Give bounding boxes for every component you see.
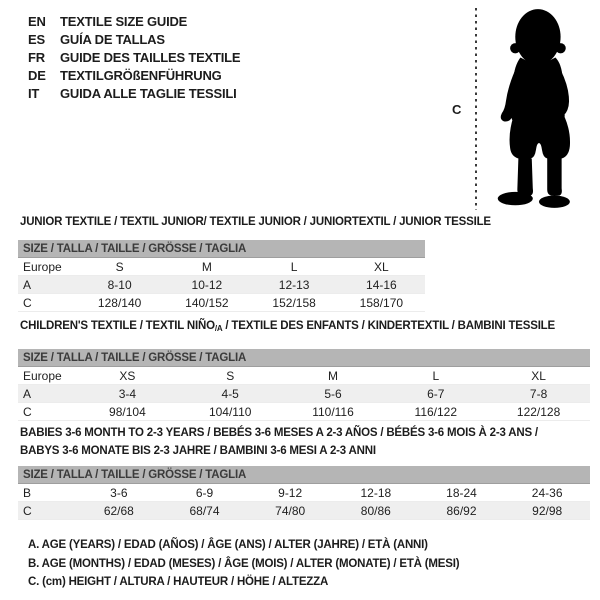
cell: 3-4: [118, 386, 137, 401]
babies-title-line2: BABYS 3-6 MONATE BIS 2-3 JAHRE / BAMBINI 3-6 MESI A 2-3 ANNI: [20, 445, 376, 457]
babies-title-line1: BABIES 3-6 MONTH TO 2-3 YEARS / BEBÉS 3-6 MESES A 2-3 AÑOS / BÉBÉS 3-6 MOIS À 2-3 ANS /: [20, 427, 538, 439]
column-header: Europe: [23, 368, 62, 383]
column-header: S: [115, 259, 124, 274]
cell: 110/116: [312, 404, 354, 419]
size-header-text: SIZE / TALLA / TAILLE / GRÖSSE / TAGLIA: [23, 351, 247, 364]
legend-line-b: B. AGE (MONTHS) / EDAD (MESES) / ÂGE (MOIS) / ALTER (MONATE) / ETÀ (MESI): [28, 557, 460, 570]
cell: 86/92: [446, 503, 477, 518]
cell: 24-36: [531, 485, 563, 500]
cell: 122/128: [516, 404, 561, 419]
column-header: XL: [374, 259, 389, 274]
row-label: C: [23, 404, 32, 419]
cell: 8-10: [107, 277, 132, 292]
lang-code: ES: [28, 31, 45, 47]
cell: 9-12: [278, 485, 303, 500]
column-header: L: [432, 368, 440, 383]
cell: 14-16: [366, 277, 397, 292]
lang-text: GUIDE DES TAILLES TEXTILE: [60, 49, 241, 65]
table-row: [18, 367, 590, 385]
cell: 5-6: [324, 386, 342, 401]
lang-code: EN: [28, 13, 46, 29]
cell: 10-12: [191, 277, 223, 292]
cell: 152/158: [272, 295, 316, 310]
cell: 4-5: [221, 386, 239, 401]
column-header: XS: [119, 368, 136, 383]
size-header-bar: [18, 240, 425, 258]
table-row: [18, 385, 590, 403]
measurement-legend: [28, 536, 459, 592]
babies-section-title: [20, 424, 538, 460]
cell: 74/80: [275, 503, 306, 518]
cell: 158/170: [359, 295, 404, 310]
baby-silhouette-icon: [483, 6, 597, 212]
cell: 7-8: [529, 386, 548, 401]
row-label: A: [23, 277, 32, 292]
table-row: [18, 403, 590, 421]
language-header: [28, 12, 240, 102]
table-row: [18, 502, 590, 520]
size-header-bar: [18, 466, 590, 484]
children-title-subscript: /A: [214, 324, 223, 333]
table-row: [18, 484, 590, 502]
lang-row-en: [28, 12, 240, 30]
junior-section-title: JUNIOR TEXTILE / TEXTIL JUNIOR/ TEXTILE JUNIOR / JUNIORTEXTIL / JUNIOR TESSILE: [20, 216, 491, 228]
cell: 68/74: [189, 503, 220, 518]
row-label: A: [23, 386, 32, 401]
size-header-text: SIZE / TALLA / TAILLE / GRÖSSE / TAGLIA: [23, 468, 247, 481]
cell: 6-9: [195, 485, 214, 500]
cell: 104/110: [208, 404, 252, 419]
cell: 6-7: [427, 386, 445, 401]
lang-text: TEXTILGRÖßENFÜHRUNG: [60, 67, 222, 83]
row-label: C: [23, 503, 32, 518]
children-size-table: [18, 349, 590, 421]
table-row: [18, 258, 425, 276]
cell: 3-6: [110, 485, 128, 500]
junior-size-table: [18, 240, 425, 312]
table-row: [18, 294, 425, 312]
column-header: Europe: [23, 259, 62, 274]
legend-line-a: A. AGE (YEARS) / EDAD (AÑOS) / ÂGE (ANS) / ALTER (JAHRE) / ETÀ (ANNI): [28, 539, 428, 551]
lang-code: DE: [28, 67, 46, 83]
lang-code: FR: [28, 49, 45, 65]
children-title-part: / TEXTILE DES ENFANTS / KINDERTEXTIL / BAMBINI TESSILE: [222, 320, 555, 332]
cell: 80/86: [360, 503, 391, 518]
lang-row-it: [28, 84, 240, 102]
children-section-title: [20, 317, 555, 338]
cell: 62/68: [103, 503, 134, 518]
children-title-part: CHILDREN'S TEXTILE / TEXTIL NIÑO: [20, 320, 215, 332]
cell: 98/104: [109, 404, 146, 419]
row-label: C: [23, 295, 32, 310]
cell: 92/98: [532, 503, 563, 518]
lang-code: IT: [28, 85, 40, 101]
cell: 12-13: [278, 277, 310, 292]
lang-text: TEXTILE SIZE GUIDE: [60, 13, 188, 29]
table-row: [18, 276, 425, 294]
lang-text: GUIDA ALLE TAGLIE TESSILI: [60, 85, 237, 101]
column-header: L: [290, 259, 298, 274]
lang-row-de: [28, 66, 240, 84]
size-header-text: SIZE / TALLA / TAILLE / GRÖSSE / TAGLIA: [23, 242, 247, 255]
cell: 18-24: [446, 485, 477, 500]
cell: 128/140: [97, 295, 142, 310]
row-label: B: [23, 485, 32, 500]
lang-text: GUÍA DE TALLAS: [60, 31, 165, 47]
cell: 12-18: [360, 485, 392, 500]
column-header: M: [327, 368, 338, 383]
size-header-bar: [18, 349, 590, 367]
height-measure-line: [475, 8, 477, 210]
cell: 116/122: [414, 404, 458, 419]
lang-row-fr: [28, 48, 240, 66]
cell: 140/152: [185, 295, 229, 310]
column-header: S: [226, 368, 235, 383]
lang-row-es: [28, 30, 240, 48]
column-header: M: [201, 259, 212, 274]
babies-size-table: [18, 466, 590, 520]
height-measure-label: C: [452, 102, 462, 117]
legend-line-c: C. (cm) HEIGHT / ALTURA / HAUTEUR / HÖHE / ALTEZZA: [28, 576, 329, 589]
column-header: XL: [531, 368, 546, 383]
